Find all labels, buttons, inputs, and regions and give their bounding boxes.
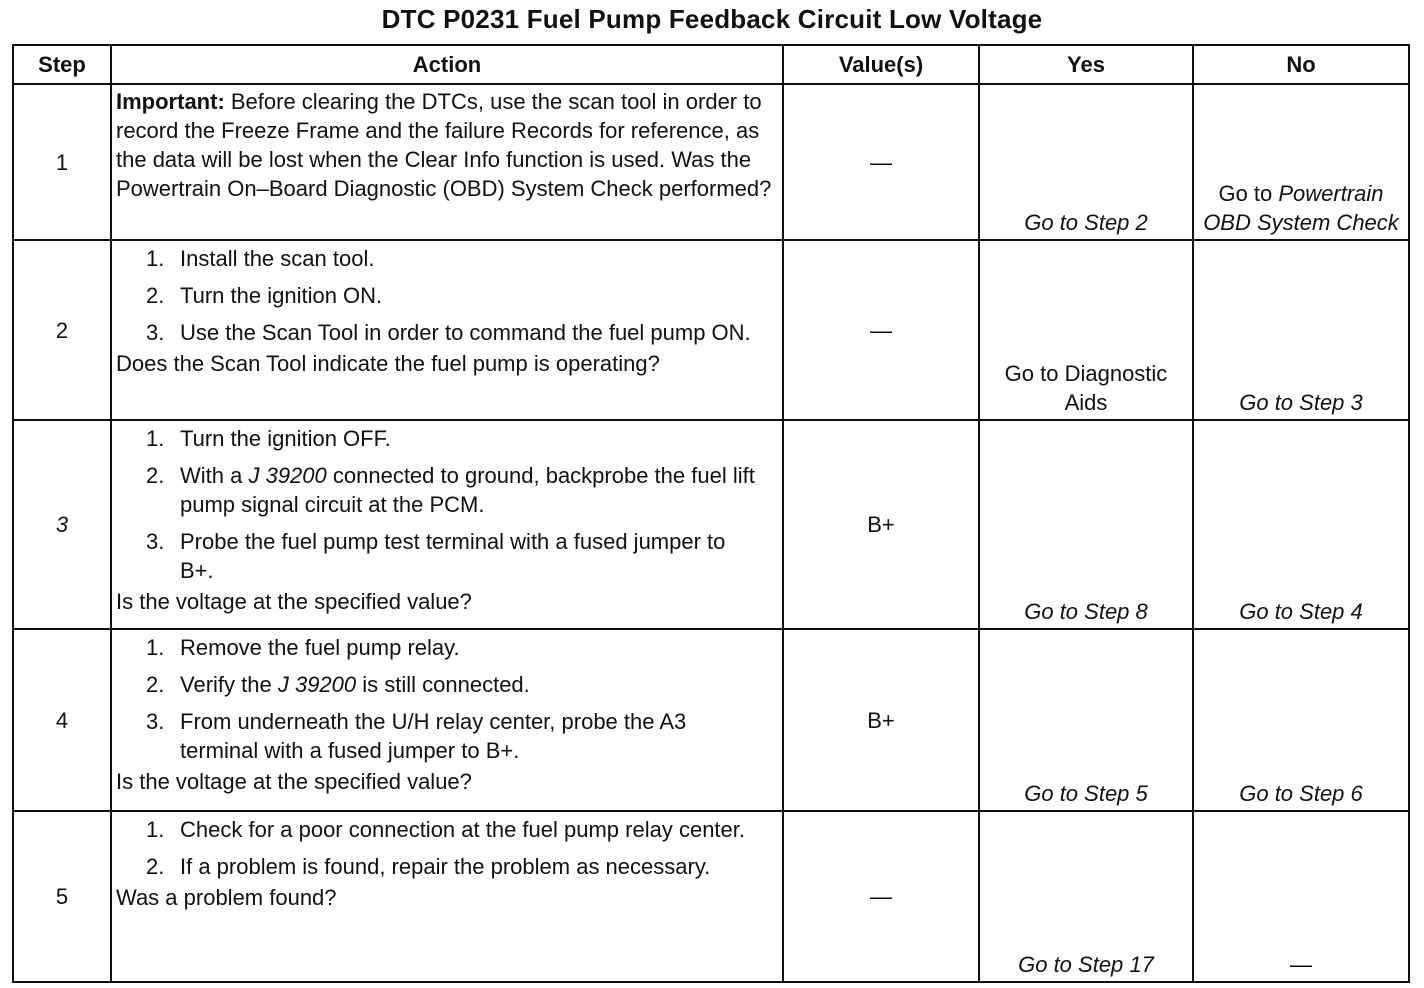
header-no: No [1193, 45, 1409, 84]
yes-cell: Go to Step 8 [979, 420, 1193, 629]
value-cell: B+ [783, 420, 979, 629]
substep-number: 1. [146, 246, 165, 271]
substep-text-pre: Verify the [180, 672, 278, 697]
substep [146, 281, 778, 310]
step-question: Does the Scan Tool indicate the fuel pump is operating? [116, 351, 660, 376]
substep [146, 707, 778, 765]
substep-list [116, 633, 778, 765]
substep-text: Check for a poor connection at the fuel pump relay center. [180, 817, 745, 842]
substep-number: 2. [146, 672, 165, 697]
no-prefix: Go to [1218, 181, 1279, 206]
table-row [13, 84, 1409, 240]
substep-number: 1. [146, 426, 165, 451]
substep-number: 2. [146, 283, 165, 308]
yes-cell: Go to Step 17 [979, 811, 1193, 982]
header-values: Value(s) [783, 45, 979, 84]
substep-text: Install the scan tool. [180, 246, 375, 271]
substep-number: 1. [146, 635, 165, 660]
step-number: 3 [13, 420, 111, 629]
substep [146, 461, 778, 519]
substep [146, 244, 778, 273]
action-cell [111, 420, 783, 629]
substep [146, 852, 778, 881]
value-cell: — [783, 84, 979, 240]
header-step: Step [13, 45, 111, 84]
tool-reference: J 39200 [277, 672, 357, 697]
action-cell [111, 629, 783, 811]
value-cell: B+ [783, 629, 979, 811]
substep-text: Remove the fuel pump relay. [180, 635, 460, 660]
substep-text [180, 461, 778, 519]
no-link: Powertrain OBD System Check [1203, 181, 1399, 235]
step-question: Is the voltage at the specified value? [116, 589, 472, 614]
substep-text [180, 670, 778, 699]
substep [146, 633, 778, 662]
step-question: Was a problem found? [116, 885, 337, 910]
header-yes: Yes [979, 45, 1193, 84]
no-cell: Go to Step 4 [1193, 420, 1409, 629]
substep-number: 2. [146, 463, 165, 488]
diagnostic-table [12, 44, 1410, 983]
substep-text-post: connected to ground, backprobe the fuel lift pump signal circuit at the PCM. [180, 463, 755, 517]
no-cell [1193, 84, 1409, 240]
substep [146, 318, 778, 347]
substep-text-pre: With a [180, 463, 249, 488]
table-row [13, 811, 1409, 982]
no-cell: Go to Step 3 [1193, 240, 1409, 420]
substep-text: If a problem is found, repair the problem as necessary. [180, 854, 711, 879]
substep-list [116, 815, 778, 881]
table-row [13, 420, 1409, 629]
substep-text: Use the Scan Tool in order to command the fuel pump ON. [180, 320, 751, 345]
action-cell [111, 240, 783, 420]
substep-text: From underneath the U/H relay center, probe the A3 terminal with a fused jumper to B+. [180, 709, 687, 763]
header-action: Action [111, 45, 783, 84]
substep [146, 815, 778, 844]
important-text: Before clearing the DTCs, use the scan tool in order to record the Freeze Frame and the failure Records for reference, as the data will be lost when the Clear Info function is used. Was the Powertrain On–Board Diagnostic (OBD) System Check performed? [116, 89, 772, 201]
substep [146, 424, 778, 453]
action-cell [111, 811, 783, 982]
step-question: Is the voltage at the specified value? [116, 769, 472, 794]
action-cell [111, 84, 783, 240]
step-number: 4 [13, 629, 111, 811]
substep-text-post: is still connected. [356, 672, 530, 697]
yes-cell: Go to Step 2 [979, 84, 1193, 240]
substep-number: 3. [146, 529, 165, 554]
table-row [13, 629, 1409, 811]
tool-reference: J 39200 [248, 463, 327, 488]
yes-cell: Go to Diagnostic Aids [979, 240, 1193, 420]
value-cell: — [783, 240, 979, 420]
substep-number: 2. [146, 854, 165, 879]
no-cell: Go to Step 6 [1193, 629, 1409, 811]
step-number: 5 [13, 811, 111, 982]
table-row [13, 240, 1409, 420]
substep-list [116, 424, 778, 585]
page-title: DTC P0231 Fuel Pump Feedback Circuit Low Voltage [381, 4, 1043, 34]
substep-text: Probe the fuel pump test terminal with a fused jumper to B+. [180, 529, 726, 583]
substep-number: 3. [146, 320, 165, 345]
substep-number: 3. [146, 709, 165, 734]
step-number: 1 [13, 84, 111, 240]
value-cell: — [783, 811, 979, 982]
step-number: 2 [13, 240, 111, 420]
substep [146, 670, 778, 699]
yes-cell: Go to Step 5 [979, 629, 1193, 811]
important-label: Important: [116, 89, 225, 114]
header-row [13, 45, 1409, 84]
substep [146, 527, 778, 585]
substep-list [116, 244, 778, 347]
substep-text: Turn the ignition OFF. [180, 426, 391, 451]
no-cell: — [1193, 811, 1409, 982]
substep-number: 1. [146, 817, 165, 842]
substep-text: Turn the ignition ON. [180, 283, 383, 308]
